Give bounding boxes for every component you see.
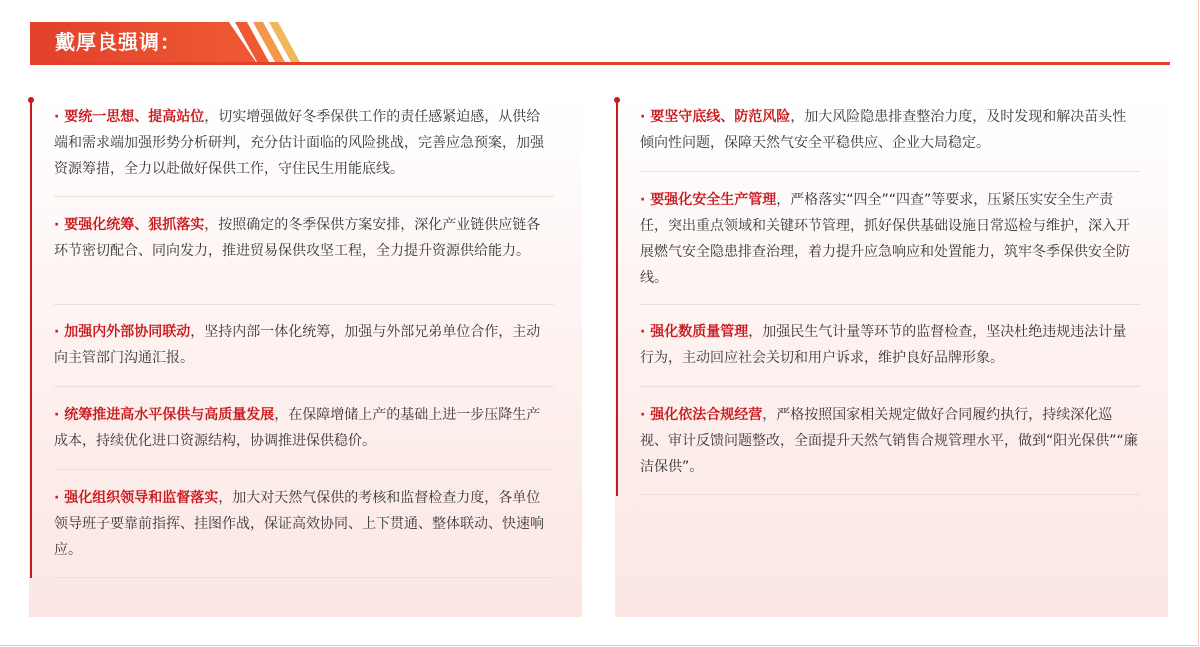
list-item	[54, 485, 554, 563]
decorative-stripes-icon	[235, 22, 305, 62]
item-keyword: · 统筹推进高水平保供与高质量发展	[54, 407, 275, 423]
item-keyword: · 要强化安全生产管理	[640, 192, 777, 208]
timeline-dot	[28, 97, 34, 103]
timeline-dot	[614, 97, 620, 103]
item-keyword: · 加强内外部协同联动	[54, 324, 191, 340]
item-text: ，坚持内部一体化统筹，加强与外部兄弟单位合作，主动向主管部门沟通汇报。	[54, 324, 541, 366]
item-divider	[640, 171, 1140, 172]
timeline-line	[30, 100, 32, 578]
item-text: ，按照确定的冬季保供方案安排，深化产业链供应链各环节密切配合、同向发力，推进贸易保供攻坚工程，全力提升资源供给能力。	[54, 217, 541, 259]
list-item	[640, 319, 1140, 371]
item-divider	[54, 196, 554, 197]
list-item	[640, 187, 1140, 291]
header-title: 戴厚良强调：	[55, 30, 181, 54]
header-underline	[30, 62, 1170, 65]
item-divider	[640, 386, 1140, 387]
item-text: ，严格按照国家相关规定做好合同履约执行，持续深化巡视、审计反馈问题整改，全面提升天然气销售合规管理水平，做到“阳光保供”“廉洁保供”。	[640, 407, 1138, 475]
item-text: ，加大对天然气保供的考核和监督检查力度，各单位领导班子要靠前指挥、挂图作战，保证高效协同、上下贯通、整体联动、快速响应。	[54, 490, 544, 558]
list-item	[640, 104, 1140, 156]
list-item	[54, 212, 554, 264]
item-keyword: · 强化依法合规经营	[640, 407, 763, 423]
timeline-line	[616, 100, 618, 496]
list-item	[54, 319, 554, 371]
item-keyword: · 强化数质量管理	[640, 324, 749, 340]
item-text: ，严格落实“四全”“四查”等要求，压紧压实安全生产责任，突出重点领域和关键环节管理，抓好保供基础设施日常巡检与维护，深入开展燃气安全隐患排查治理，着力提升应急响应和处置能力，筑牢冬季保供安全防线。	[640, 192, 1130, 286]
item-divider	[54, 386, 554, 387]
left-panel	[29, 96, 582, 617]
item-divider	[54, 304, 554, 305]
list-item	[54, 402, 554, 454]
item-text: ，在保障增储上产的基础上进一步压降生产成本，持续优化进口资源结构，协调推进保供稳价。	[54, 407, 541, 449]
right-panel	[615, 96, 1168, 617]
item-keyword: · 要坚守底线、防范风险	[640, 109, 791, 125]
item-divider	[640, 304, 1140, 305]
item-divider	[640, 494, 1140, 495]
section-header	[30, 22, 1170, 67]
item-divider	[54, 577, 554, 578]
item-keyword: · 要强化统筹、狠抓落实	[54, 217, 205, 233]
item-text: ，加强民生气计量等环节的监督检查，坚决杜绝违规违法计量行为，主动回应社会关切和用户诉求，维护良好品牌形象。	[640, 324, 1127, 366]
list-item	[640, 402, 1140, 480]
item-keyword: · 强化组织领导和监督落实	[54, 490, 219, 506]
item-divider	[54, 469, 554, 470]
list-item	[54, 104, 554, 182]
item-text: ，切实增强做好冬季保供工作的责任感紧迫感，从供给端和需求端加强形势分析研判，充分估计面临的风险挑战，完善应急预案，加强资源筹措，全力以赴做好保供工作，守住民生用能底线。	[54, 109, 544, 177]
item-keyword: · 要统一思想、提高站位	[54, 109, 205, 125]
item-text: ，加大风险隐患排查整治力度，及时发现和解决苗头性倾向性问题，保障天然气安全平稳供应、企业大局稳定。	[640, 109, 1127, 151]
